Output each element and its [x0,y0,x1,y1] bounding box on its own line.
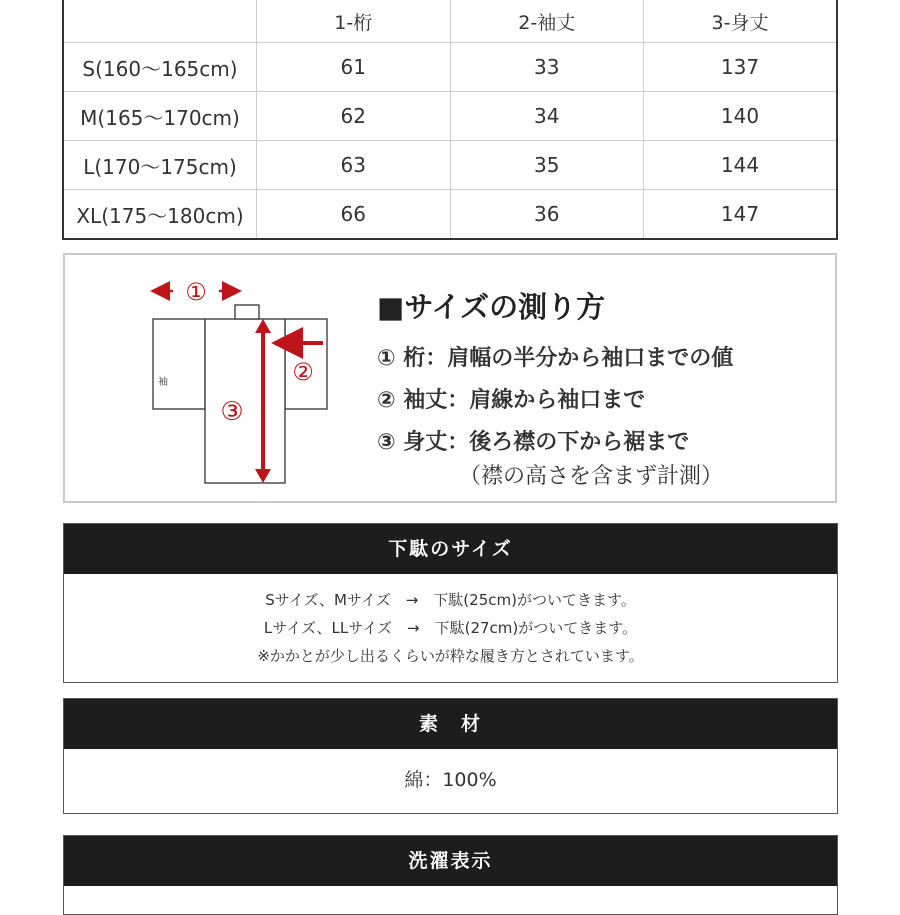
table-cell: 137 [644,43,838,92]
table-cell: 62 [257,92,451,141]
geta-line-lll: Lサイズ、LLサイズ → 下駄(27cm)がついてきます。 [263,619,638,637]
table-cell: 66 [257,190,451,240]
size-label-cell: S(160～165cm) [63,43,257,92]
marker-2: ② [292,358,314,386]
kimono-measurement-diagram [145,273,345,493]
table-row [63,141,837,190]
table-cell: 63 [257,141,451,190]
marker-1: ① [185,278,207,306]
table-cell: 140 [644,92,838,141]
washing-header: 洗濯表示 [64,836,837,886]
measurement-line-yuki: ① 桁：肩幅の半分から袖口までの値 [377,346,734,371]
measurement-title: ■サイズの測り方 [377,290,606,324]
geta-size-header: 下駄のサイズ [64,524,837,574]
washing-section [63,835,838,915]
body-shape [205,319,285,483]
size-table-header-cell: 2-袖丈 [450,0,644,43]
left-sleeve-shape [153,319,205,409]
marker-3: ③ [220,397,244,427]
geta-line-sm: Sサイズ、Mサイズ → 下駄(25cm)がついてきます。 [265,591,636,609]
table-cell: 61 [257,43,451,92]
measurement-line-mitake: ③ 身丈：後ろ襟の下から裾まで [377,430,690,455]
sleeve-label: 袖 [158,377,168,388]
geta-note: ※かかとが少し出るくらいが粋な履き方とされています。 [257,647,644,665]
table-cell: 144 [644,141,838,190]
size-table-header-cell: 1-桁 [257,0,451,43]
size-table-header-cell: 3-身丈 [644,0,838,43]
size-label-cell: XL(175～180cm) [63,190,257,240]
size-table-header-cell [63,0,257,43]
collar-shape [235,305,259,319]
table-cell: 34 [450,92,644,141]
material-header: 素 材 [64,699,837,749]
measurement-guide [63,253,837,503]
table-row [63,190,837,240]
measurement-note: （襟の高さを含まず計測） [459,464,724,489]
material-value: 綿：100% [404,769,497,791]
table-cell: 147 [720,202,760,226]
table-cell: 36 [450,190,644,240]
measurement-line-sodetake: ② 袖丈：肩線から袖口まで [377,388,646,413]
table-cell: 33 [450,43,644,92]
size-label-cell: M(165～170cm) [63,92,257,141]
size-label-cell: L(170～175cm) [63,141,257,190]
size-table-header-row [63,0,837,43]
table-row [63,92,837,141]
table-row [63,43,837,92]
table-cell: 35 [450,141,644,190]
material-section [63,698,838,814]
geta-size-body [64,574,837,670]
size-table [62,0,838,240]
geta-size-section [63,523,838,683]
